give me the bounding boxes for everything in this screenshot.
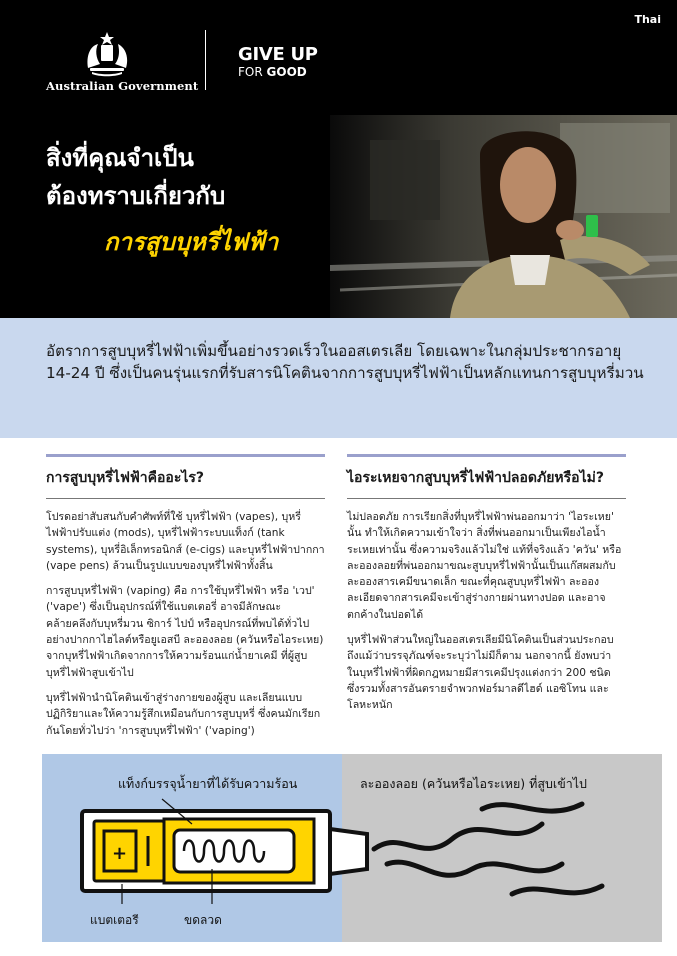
page-title-line1: สิ่งที่คุณจำเป็น	[46, 144, 194, 172]
right-column	[347, 454, 626, 723]
page-title-highlight: การสูบบุหรี่ไฟฟ้า	[104, 228, 279, 256]
intro-text: อัตราการสูบบุหรี่ไฟฟ้าเพิ่มขึ้นอย่างรวดเร็วในออสเตรเลีย โดยเฉพาะในกลุ่มประชากรอายุ 14-24 ปี ซึ่งเป็นคนรุ่นแรกที่รับสารนิโคตินจากการสูบบุหรี่ไฟฟ้าเป็นหลักแทนการสูบบุหรี่มวน	[46, 342, 644, 382]
give-up-for: FOR	[238, 65, 263, 79]
battery-label: แบตเตอรี	[90, 913, 139, 927]
coat-of-arms-icon	[82, 28, 132, 78]
right-heading: ไอระเหยจากสูบบุหรี่ไฟฟ้าปลอดภัยหรือไม่?	[347, 470, 604, 486]
give-up-good: GOOD	[266, 65, 307, 79]
intro-panel	[0, 318, 677, 438]
give-up-logo-line1: GIVE UP	[238, 44, 318, 65]
vape-diagram	[42, 754, 662, 942]
section-rule	[46, 454, 325, 457]
left-paragraph: บุหรี่ไฟฟ้านำนิโคตินเข้าสู่ร่างกายของผู้สูบ และเลียนแบบปฏิกิริยาและให้ความรู้สึกเหมือนกับการสูบบุหรี่ ซึ่งคนมักเรียกกันโดยทั่วไปว่า 'การสูบบุหรี่ไฟฟ้า' ('vaping')	[46, 691, 321, 737]
left-paragraph: การสูบบุหรี่ไฟฟ้า (vaping) คือ การใช้บุหรี่ไฟฟ้า หรือ 'เวป' ('vape') ซึ่งเป็นอุปกรณ์ที่ใช้แบตเตอรี่ อาจมีลักษณะคล้ายคลึงกับบุหรี่มวน ซิการ์ ไปป์ หรืออุปกรณ์ที่พบได้ทั่วไปอย่างปากกาไฮไลต์หรือยูเอสบี ละอองลอย (ควันหรือไอระเหย) จากบุหรี่ไฟฟ้าเกิดจากการให้ความร้อนแก่น้ำยาเคมี ที่ผู้สูบบุหรี่ไฟฟ้าสูบเข้าไป	[46, 585, 324, 679]
aerosol-label: ละอองลอย (ควันหรือไอระเหย) ที่สูบเข้าไป	[360, 776, 587, 791]
left-paragraph: โปรดอย่าสับสนกับคำศัพท์ที่ใช้ บุหรี่ไฟฟ้า (vapes), บุหรี่ไฟฟ้าปรับแต่ง (mods), บุหรี่ไฟฟ้าระบบแท็งก์ (tank systems), บุหรี่อิเล็กทรอนิกส์ (e-cigs) และบุหรี่ไฟฟ้าปากกา (vape pens) ล้วนเป็นรูปแบบของบุหรี่ไฟฟ้าทั้งสิ้น	[46, 511, 325, 572]
left-column	[46, 454, 325, 748]
section-rule	[347, 454, 626, 457]
right-paragraph: บุหรี่ไฟฟ้าส่วนใหญ่ในออสเตรเลียมีนิโคตินเป็นส่วนประกอบ ถึงแม้ว่าบรรจุภัณฑ์จะระบุว่าไม่มีก็ตาม นอกจากนี้ ยังพบว่า ในบุหรี่ไฟฟ้าที่ผิดกฎหมายมีสารเคมีปรุงแต่งกว่า 200 ชนิด ซึ่งรวมทั้งสารอันตรายจำพวกฟอร์มาลดีไฮด์ แอซิโทน และโลหะหนัก	[347, 634, 614, 712]
logo-divider	[205, 30, 206, 90]
section-underline	[46, 498, 325, 499]
tank-label: แท็งก์บรรจุน้ำยาที่ได้รับความร้อน	[118, 776, 298, 791]
section-underline	[347, 498, 626, 499]
right-paragraph: ไม่ปลอดภัย การเรียกสิ่งที่บุหรี่ไฟฟ้าพ่นออกมาว่า 'ไอระเหย' นั้น ทำให้เกิดความเข้าใจว่า สิ่งที่พ่นออกมาเป็นเพียงไอน้ำระเหยเท่านั้น ซึ่งความจริงแล้วไม่ใช่ แท้ที่จริงแล้ว 'ควัน' หรือละอองลอยที่พ่นออกมาขณะสูบบุหรี่ไฟฟ้านั้นเป็นแก๊สผสมกับละอองสารเคมีขนาดเล็ก ขณะที่คุณสูบบุหรี่ไฟฟ้า ละอองละเอียดจากสารเคมีจะเข้าสู่ร่างกายผ่านทางปอด และอาจตกค้างในปอดได้	[347, 511, 622, 621]
government-label: Australian Government	[46, 79, 199, 93]
hero-photo	[330, 115, 677, 318]
language-label: Thai	[634, 13, 661, 26]
give-up-logo-line2	[238, 65, 307, 79]
svg-text:+: +	[112, 843, 128, 864]
page-title-line2: ต้องทราบเกี่ยวกับ	[46, 182, 226, 210]
header-banner	[0, 0, 677, 318]
coil-label: ขดลวด	[184, 913, 222, 927]
left-heading: การสูบบุหรี่ไฟฟ้าคืออะไร?	[46, 470, 205, 486]
